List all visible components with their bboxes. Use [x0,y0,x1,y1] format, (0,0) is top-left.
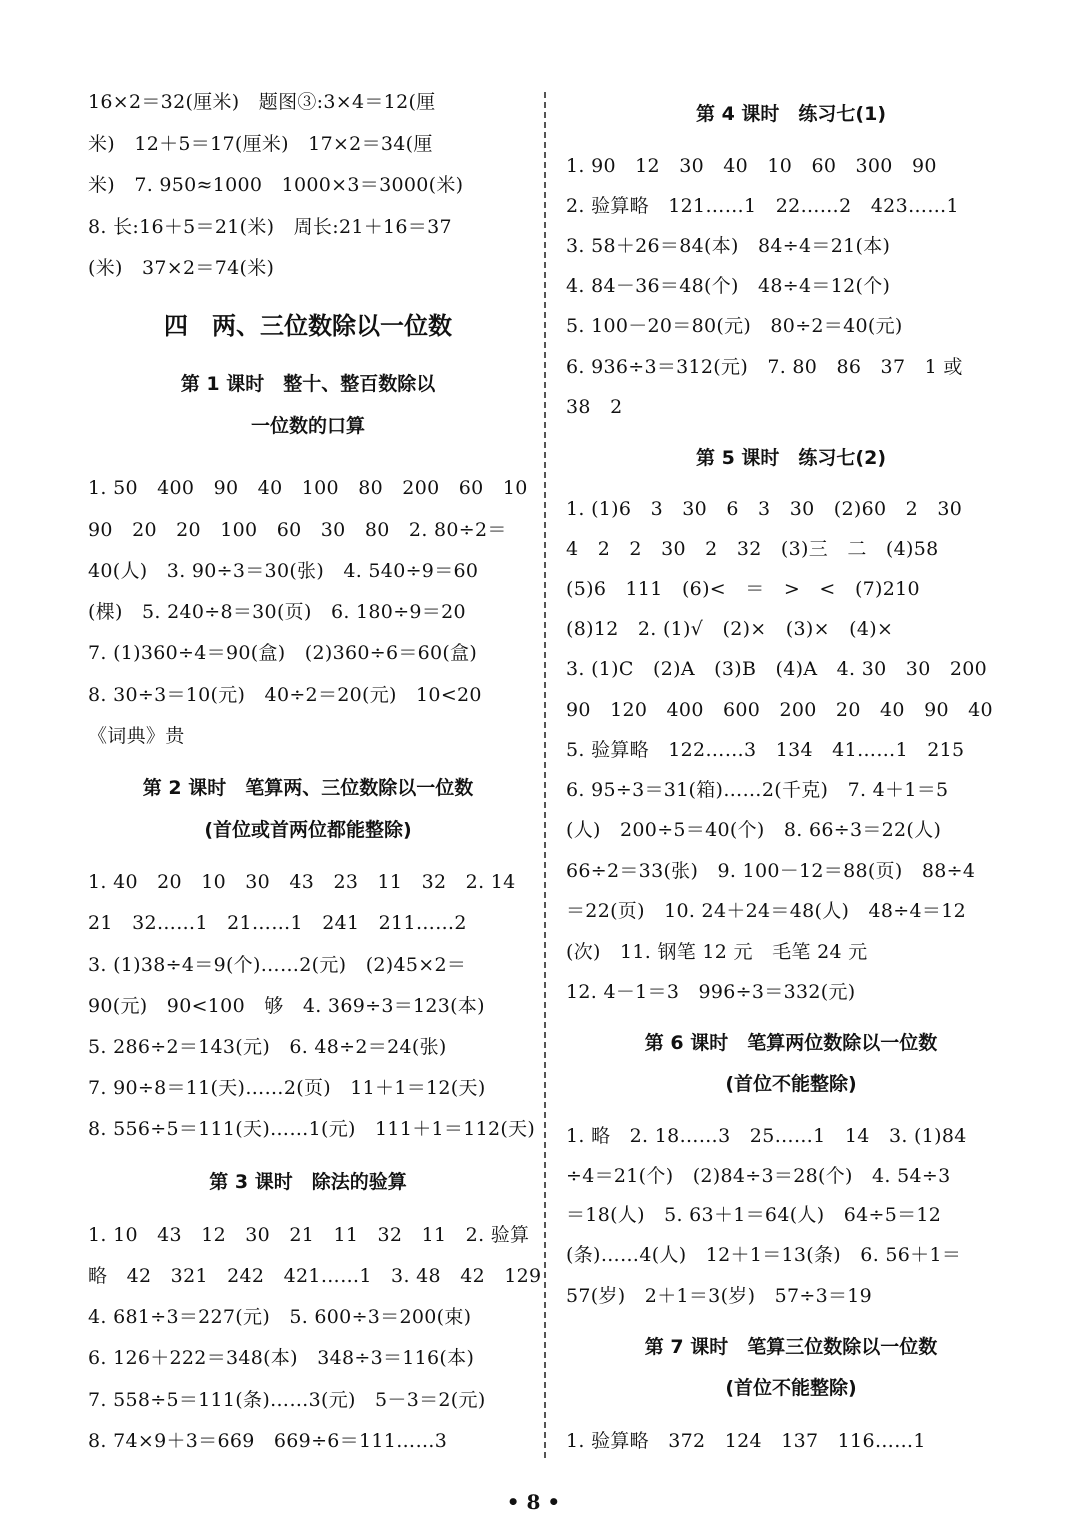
lesson-heading: 第 2 课时 笔算两、三位数除以一位数 [142,777,474,799]
lesson-heading: 第 5 课时 练习七(2) [695,447,887,469]
answer-line: (人) 200÷5＝40(个) 8. 66÷3＝22(人) [566,819,942,841]
chapter-title: 四 两、三位数除以一位数 [164,312,452,340]
answer-line: 8. 30÷3＝10(元) 40÷2＝20(元) 10<20 [88,684,482,706]
lesson-heading: 第 1 课时 整十、整百数除以 [180,373,436,395]
answer-line: 6. 95÷3＝31(箱)……2(千克) 7. 4＋1＝5 [566,779,949,801]
lesson-heading: 第 3 课时 除法的验算 [209,1171,407,1193]
answer-line: 1. 验算略 372 124 137 116……1 [566,1430,926,1452]
answer-line: 2. 验算略 121……1 22……2 423……1 [566,195,959,217]
lesson-heading: (首位不能整除) [725,1073,857,1095]
lesson-heading: 第 6 课时 笔算两位数除以一位数 [644,1032,938,1054]
answer-line: 1. 40 20 10 30 43 23 11 32 2. 14 [88,871,516,893]
lesson-heading: (首位或首两位都能整除) [204,819,412,841]
answer-line: 米) 7. 950≈1000 1000×3＝3000(米) [88,174,464,196]
column-divider [544,92,546,1458]
answer-line: 7. 558÷5＝111(条)……3(元) 5－3＝2(元) [88,1389,486,1411]
answer-line: ＝22(页) 10. 24＋24＝48(人) 48÷4＝12 [566,900,966,922]
answer-line: 7. 90÷8＝11(天)……2(页) 11＋1＝12(天) [88,1077,486,1099]
answer-line: 8. 长:16＋5＝21(米) 周长:21＋16＝37 [88,216,452,238]
answer-line: 90 20 20 100 60 30 80 2. 80÷2＝ [88,519,507,541]
answer-line: 90(元) 90<100 够 4. 369÷3＝123(本) [88,995,485,1017]
answer-line: 3. (1)38÷4＝9(个)……2(元) (2)45×2＝ [88,954,467,976]
answer-line: 《词典》贵 [88,725,185,747]
answer-line: 4. 681÷3＝227(元) 5. 600÷3＝200(束) [88,1306,472,1328]
answer-line: 1. (1)6 3 30 6 3 30 (2)60 2 30 [566,498,963,520]
answer-line: ÷4＝21(个) (2)84÷3＝28(个) 4. 54÷3 [566,1165,951,1187]
answer-line: 66÷2＝33(张) 9. 100－12＝88(页) 88÷4 [566,860,976,882]
lesson-heading: 第 7 课时 笔算三位数除以一位数 [644,1336,938,1358]
answer-line: 5. 验算略 122……3 134 41……1 215 [566,739,965,761]
answer-line: 5. 286÷2＝143(元) 6. 48÷2＝24(张) [88,1036,447,1058]
answer-line: 8. 556÷5＝111(天)……1(元) 111＋1＝112(天) [88,1118,536,1140]
answer-line: 3. 58＋26＝84(本) 84÷4＝21(本) [566,235,891,257]
answer-line: 5. 100－20＝80(元) 80÷2＝40(元) [566,315,903,337]
lesson-heading: (首位不能整除) [725,1377,857,1399]
lesson-heading: 第 4 课时 练习七(1) [695,103,887,125]
answer-line: 40(人) 3. 90÷3＝30(张) 4. 540÷9＝60 [88,560,479,582]
answer-line: 38 2 [566,396,623,418]
answer-line: 7. (1)360÷4＝90(盒) (2)360÷6＝60(盒) [88,642,478,664]
answer-line: 4. 84－36＝48(个) 48÷4＝12(个) [566,275,891,297]
answer-line: 6. 126＋222＝348(本) 348÷3＝116(本) [88,1347,475,1369]
answer-line: 米) 12＋5＝17(厘米) 17×2＝34(厘 [88,133,433,155]
answer-line: 1. 10 43 12 30 21 11 32 11 2. 验算 [88,1224,530,1246]
answer-line: 21 32……1 21……1 241 211……2 [88,912,467,934]
answer-line: 90 120 400 600 200 20 40 90 40 [566,699,993,721]
answer-line: 12. 4－1＝3 996÷3＝332(元) [566,981,856,1003]
answer-line: ＝18(人) 5. 63＋1＝64(人) 64÷5＝12 [566,1204,942,1226]
lesson-heading: 一位数的口算 [250,415,365,437]
answer-line: (米) 37×2＝74(米) [88,257,275,279]
answer-line: (条)……4(人) 12＋1＝13(条) 6. 56＋1＝ [566,1244,962,1266]
page-number: • 8 • [506,1490,561,1514]
answer-line: 略 42 321 242 421……1 3. 48 42 129 [88,1265,542,1287]
answer-line: 1. 50 400 90 40 100 80 200 60 10 [88,477,528,499]
answer-line: 57(岁) 2＋1＝3(岁) 57÷3＝19 [566,1285,873,1307]
answer-line: (5)6 111 (6)< ＝ > < (7)210 [566,578,920,600]
answer-line: (棵) 5. 240÷8＝30(页) 6. 180÷9＝20 [88,601,466,623]
answer-line: 6. 936÷3＝312(元) 7. 80 86 37 1 或 [566,356,963,378]
answer-line: (8)12 2. (1)√ (2)× (3)× (4)× [566,618,894,640]
answer-line: (次) 11. 钢笔 12 元 毛笔 24 元 [566,941,868,963]
answer-line: 8. 74×9＋3＝669 669÷6＝111……3 [88,1430,448,1452]
answer-line: 16×2＝32(厘米) 题图③:3×4＝12(厘 [88,91,436,113]
answer-line: 3. (1)C (2)A (3)B (4)A 4. 30 30 200 [566,658,988,680]
answer-line: 1. 90 12 30 40 10 60 300 90 [566,155,937,177]
answer-line: 1. 略 2. 18……3 25……1 14 3. (1)84 [566,1125,967,1147]
answer-line: 4 2 2 30 2 32 (3)三 二 (4)58 [566,538,939,560]
